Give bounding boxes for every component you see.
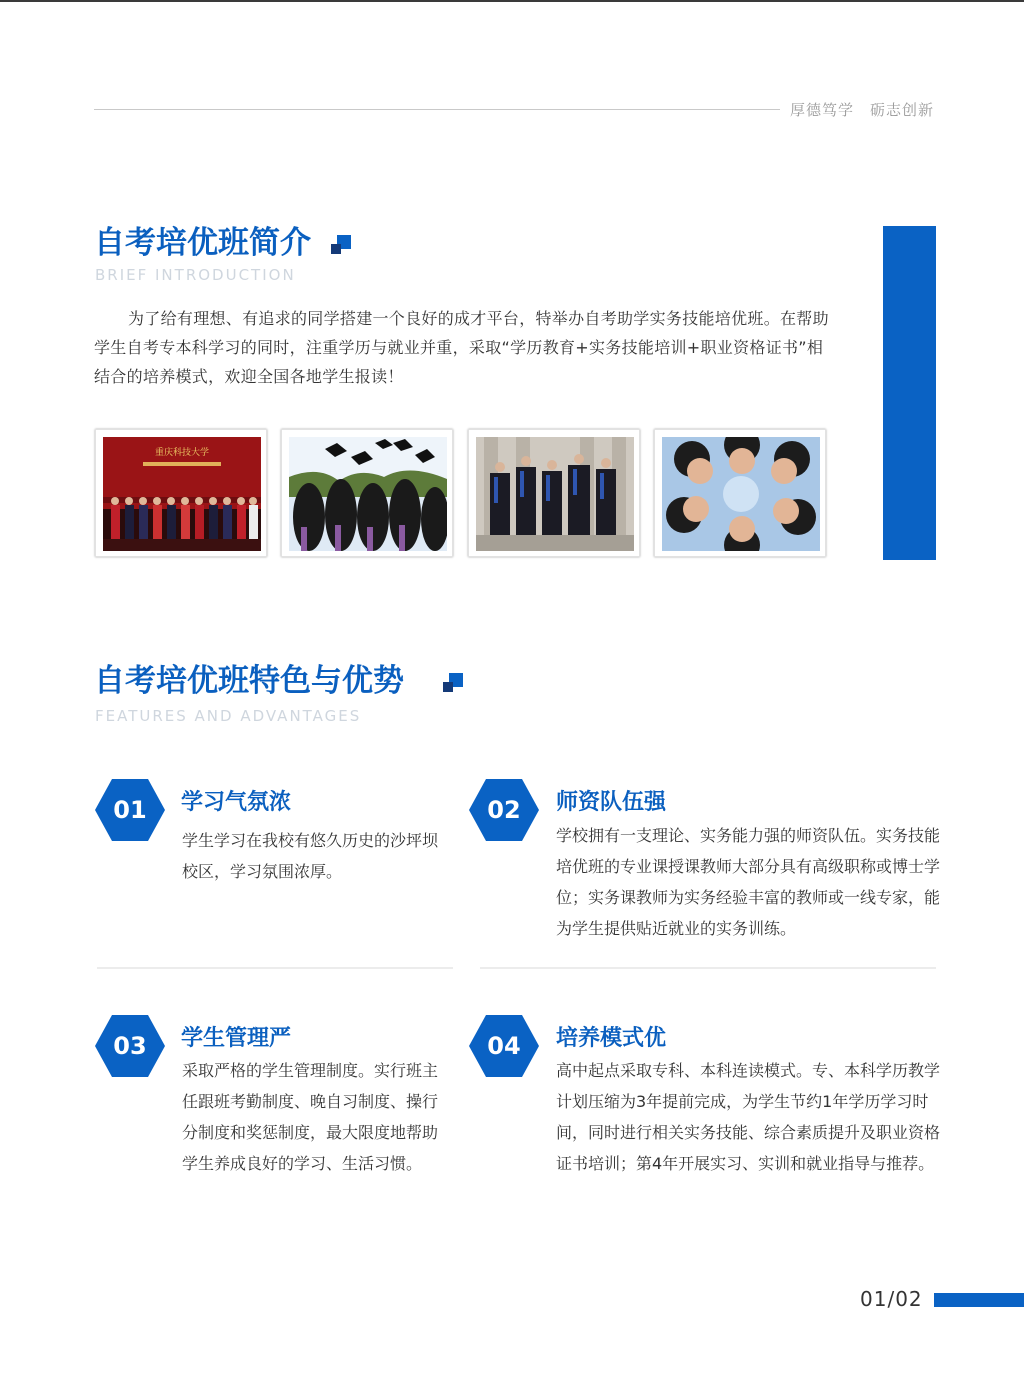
divider bbox=[480, 967, 936, 969]
top-border bbox=[0, 0, 1024, 2]
header-rule bbox=[94, 109, 780, 110]
side-accent-bar bbox=[883, 226, 936, 560]
graduates-tossing-caps-image bbox=[289, 437, 447, 551]
intro-subtitle: BRIEF INTRODUCTION bbox=[95, 266, 296, 284]
intro-title: 自考培优班简介 bbox=[94, 225, 311, 261]
graduation-ceremony-image bbox=[103, 437, 261, 551]
feature-title: 师资队伍强 bbox=[556, 790, 667, 815]
feature-text: 采取严格的学生管理制度。实行班主任跟班考勤制度、晚自习制度、操行分制度和奖惩制度，最大限度地帮助学生养成良好的学习、生活习惯。 bbox=[182, 1061, 439, 1173]
feature-number-badge: 02 bbox=[469, 779, 539, 841]
features-title: 自考培优班特色与优势 bbox=[94, 663, 404, 699]
feature-number-badge: 01 bbox=[95, 779, 165, 841]
title-decoration-icon bbox=[331, 235, 353, 257]
feature-text: 高中起点采取专科、本科连读模式。专、本科学历教学计划压缩为3年提前完成，为学生节约1年学历学习时间，同时进行相关实务技能、综合素质提升及职业资格证书培训；第4年开展实习、实训和就业指导与推荐。 bbox=[556, 1061, 941, 1173]
divider bbox=[97, 967, 453, 969]
photo-graduates-circle bbox=[654, 429, 826, 557]
intro-paragraph: 为了给有理想、有追求的同学搭建一个良好的成才平台，特举办自考助学实务技能培优班。在帮助学生自考专本科学习的同时，注重学历与就业并重，采取“学历教育+实务技能培训+职业资格证书”相结合的培养模式，欢迎全国各地学生报读！ bbox=[94, 309, 829, 386]
feature-text: 学生学习在我校有悠久历史的沙坪坝校区，学习氛围浓厚。 bbox=[182, 831, 439, 881]
feature-number-badge: 04 bbox=[469, 1015, 539, 1077]
page-number: 01/02 bbox=[860, 1287, 923, 1311]
feature-title: 学生管理严 bbox=[181, 1026, 292, 1051]
feature-title: 培养模式优 bbox=[556, 1026, 667, 1051]
feature-text: 学校拥有一支理论、实务能力强的师资队伍。实务技能培优班的专业课授课教师大部分具有高级职称或博士学位；实务课教师为实务经验丰富的教师或一线专家，能为学生提供贴近就业的实务训练。 bbox=[556, 826, 941, 938]
features-subtitle: FEATURES AND ADVANTAGES bbox=[95, 707, 362, 725]
page-accent-bar bbox=[934, 1293, 1024, 1307]
graduates-in-gowns-image bbox=[476, 437, 634, 551]
stage-banner-text: 重庆科技大学 bbox=[154, 448, 210, 458]
motto: 厚德笃学 砺志创新 bbox=[790, 101, 935, 119]
graduates-circle-image bbox=[662, 437, 820, 551]
photo-graduates-group bbox=[468, 429, 640, 557]
feature-number-badge: 03 bbox=[95, 1015, 165, 1077]
title-decoration-icon bbox=[443, 673, 465, 695]
photo-caps-toss bbox=[281, 429, 453, 557]
feature-title: 学习气氛浓 bbox=[181, 790, 292, 815]
photo-graduation-ceremony bbox=[95, 429, 267, 557]
